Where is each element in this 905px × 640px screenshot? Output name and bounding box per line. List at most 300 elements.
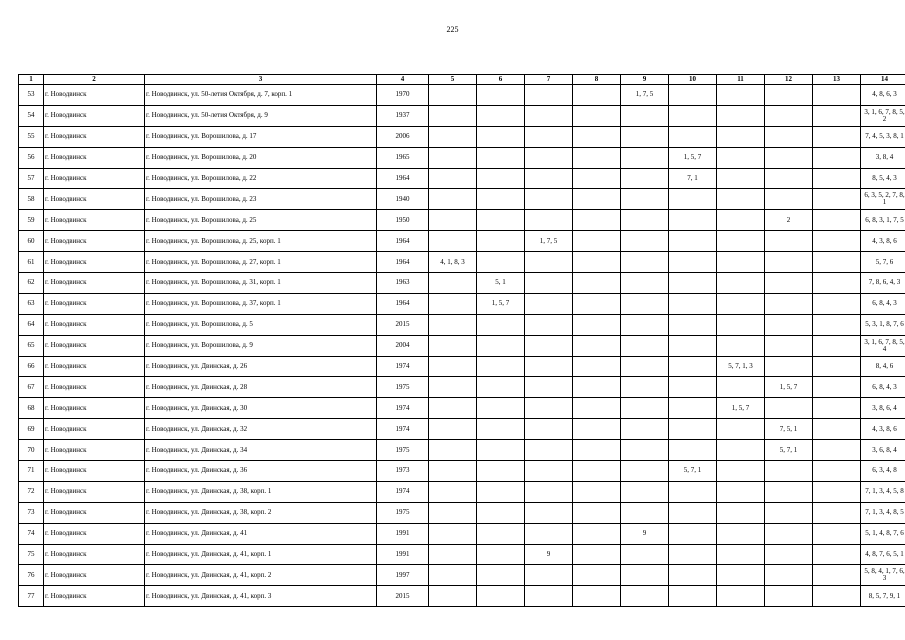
col13-cell xyxy=(813,440,861,461)
col8-cell xyxy=(573,544,621,565)
col13-cell xyxy=(813,377,861,398)
col5-cell xyxy=(429,293,477,314)
col8-cell xyxy=(573,126,621,147)
col7-cell xyxy=(525,335,573,356)
column-header: 6 xyxy=(477,75,525,85)
column-header: 14 xyxy=(861,75,905,85)
col10-cell xyxy=(669,314,717,335)
col9-cell xyxy=(621,126,669,147)
address-cell: г. Новодвинск, ул. Двинская, д. 41, корп. 3 xyxy=(145,586,377,607)
city-cell: г. Новодвинск xyxy=(44,502,145,523)
col7-cell xyxy=(525,273,573,294)
col8-cell xyxy=(573,377,621,398)
row-number-cell: 74 xyxy=(19,523,44,544)
row-number-cell: 67 xyxy=(19,377,44,398)
city-cell: г. Новодвинск xyxy=(44,252,145,273)
col14-cell: 5, 1, 4, 8, 7, 6 xyxy=(861,523,905,544)
col5-cell xyxy=(429,105,477,126)
col14-cell: 3, 8, 6, 4 xyxy=(861,398,905,419)
col6-cell xyxy=(477,377,525,398)
col14-cell: 4, 8, 6, 3 xyxy=(861,85,905,106)
col12-cell xyxy=(765,586,813,607)
col11-cell: 5, 7, 1, 3 xyxy=(717,356,765,377)
year-cell: 1937 xyxy=(377,105,429,126)
col13-cell xyxy=(813,335,861,356)
col9-cell xyxy=(621,377,669,398)
col7-cell xyxy=(525,440,573,461)
col12-cell: 5, 7, 1 xyxy=(765,440,813,461)
city-cell: г. Новодвинск xyxy=(44,293,145,314)
col14-cell: 3, 1, 6, 7, 8, 5, 4 xyxy=(861,335,905,356)
col10-cell xyxy=(669,85,717,106)
col9-cell xyxy=(621,481,669,502)
column-header: 3 xyxy=(145,75,377,85)
row-number-cell: 54 xyxy=(19,105,44,126)
col13-cell xyxy=(813,481,861,502)
col10-cell xyxy=(669,231,717,252)
col13-cell xyxy=(813,252,861,273)
city-cell: г. Новодвинск xyxy=(44,273,145,294)
year-cell: 1973 xyxy=(377,461,429,482)
col12-cell xyxy=(765,565,813,586)
col7-cell xyxy=(525,210,573,231)
col12-cell xyxy=(765,356,813,377)
col9-cell xyxy=(621,440,669,461)
col13-cell xyxy=(813,419,861,440)
col10-cell xyxy=(669,252,717,273)
col11-cell xyxy=(717,85,765,106)
year-cell: 1970 xyxy=(377,85,429,106)
table-row xyxy=(19,210,905,231)
col9-cell xyxy=(621,293,669,314)
col9-cell xyxy=(621,544,669,565)
city-cell: г. Новодвинск xyxy=(44,419,145,440)
col14-cell: 5, 3, 1, 8, 7, 6 xyxy=(861,314,905,335)
year-cell: 1974 xyxy=(377,419,429,440)
col13-cell xyxy=(813,168,861,189)
col5-cell xyxy=(429,398,477,419)
col5-cell xyxy=(429,586,477,607)
col10-cell xyxy=(669,189,717,210)
city-cell: г. Новодвинск xyxy=(44,440,145,461)
year-cell: 1974 xyxy=(377,356,429,377)
col11-cell xyxy=(717,231,765,252)
col13-cell xyxy=(813,398,861,419)
col6-cell xyxy=(477,502,525,523)
column-header: 7 xyxy=(525,75,573,85)
col13-cell xyxy=(813,586,861,607)
table-row xyxy=(19,377,905,398)
table-row xyxy=(19,147,905,168)
city-cell: г. Новодвинск xyxy=(44,189,145,210)
address-cell: г. Новодвинск, ул. Двинская, д. 28 xyxy=(145,377,377,398)
col9-cell xyxy=(621,273,669,294)
row-number-cell: 57 xyxy=(19,168,44,189)
col6-cell xyxy=(477,335,525,356)
col12-cell xyxy=(765,481,813,502)
col8-cell xyxy=(573,523,621,544)
col12-cell xyxy=(765,523,813,544)
col6-cell xyxy=(477,523,525,544)
col14-cell: 6, 8, 4, 3 xyxy=(861,377,905,398)
col6-cell xyxy=(477,440,525,461)
table-row xyxy=(19,293,905,314)
city-cell: г. Новодвинск xyxy=(44,314,145,335)
col8-cell xyxy=(573,189,621,210)
col14-cell: 5, 8, 4, 1, 7, 6, 3 xyxy=(861,565,905,586)
col10-cell xyxy=(669,544,717,565)
col14-cell: 3, 1, 6, 7, 8, 5, 2 xyxy=(861,105,905,126)
col11-cell xyxy=(717,544,765,565)
col11-cell xyxy=(717,335,765,356)
col13-cell xyxy=(813,314,861,335)
col13-cell xyxy=(813,85,861,106)
col10-cell xyxy=(669,565,717,586)
col6-cell xyxy=(477,210,525,231)
col10-cell xyxy=(669,335,717,356)
column-header: 5 xyxy=(429,75,477,85)
table-row xyxy=(19,440,905,461)
col6-cell xyxy=(477,231,525,252)
col10-cell: 5, 7, 1 xyxy=(669,461,717,482)
col13-cell xyxy=(813,126,861,147)
col11-cell xyxy=(717,481,765,502)
year-cell: 1997 xyxy=(377,565,429,586)
table-row xyxy=(19,461,905,482)
col7-cell xyxy=(525,502,573,523)
col7-cell xyxy=(525,565,573,586)
year-cell: 1975 xyxy=(377,440,429,461)
col8-cell xyxy=(573,85,621,106)
col11-cell xyxy=(717,147,765,168)
address-cell: г. Новодвинск, ул. Двинская, д. 41 xyxy=(145,523,377,544)
address-cell: г. Новодвинск, ул. Ворошилова, д. 25 xyxy=(145,210,377,231)
address-cell: г. Новодвинск, ул. Двинская, д. 26 xyxy=(145,356,377,377)
col11-cell xyxy=(717,210,765,231)
col6-cell xyxy=(477,189,525,210)
year-cell: 1975 xyxy=(377,377,429,398)
col8-cell xyxy=(573,252,621,273)
row-number-cell: 58 xyxy=(19,189,44,210)
address-cell: г. Новодвинск, ул. Двинская, д. 34 xyxy=(145,440,377,461)
year-cell: 1965 xyxy=(377,147,429,168)
address-cell: г. Новодвинск, ул. Ворошилова, д. 31, корп. 1 xyxy=(145,273,377,294)
year-cell: 1964 xyxy=(377,293,429,314)
city-cell: г. Новодвинск xyxy=(44,231,145,252)
col5-cell xyxy=(429,231,477,252)
col9-cell xyxy=(621,586,669,607)
col6-cell: 5, 1 xyxy=(477,273,525,294)
row-number-cell: 62 xyxy=(19,273,44,294)
col10-cell xyxy=(669,126,717,147)
address-cell: г. Новодвинск, ул. Двинская, д. 32 xyxy=(145,419,377,440)
col12-cell xyxy=(765,168,813,189)
col14-cell: 7, 4, 5, 3, 8, 1 xyxy=(861,126,905,147)
table-row xyxy=(19,419,905,440)
city-cell: г. Новодвинск xyxy=(44,147,145,168)
col9-cell: 9 xyxy=(621,523,669,544)
col12-cell xyxy=(765,273,813,294)
col7-cell: 9 xyxy=(525,544,573,565)
col9-cell xyxy=(621,252,669,273)
col5-cell xyxy=(429,210,477,231)
address-cell: г. Новодвинск, ул. Ворошилова, д. 17 xyxy=(145,126,377,147)
row-number-cell: 76 xyxy=(19,565,44,586)
year-cell: 2006 xyxy=(377,126,429,147)
col12-cell xyxy=(765,544,813,565)
col14-cell: 6, 3, 5, 2, 7, 8, 1 xyxy=(861,189,905,210)
col14-cell: 3, 8, 4 xyxy=(861,147,905,168)
year-cell: 1964 xyxy=(377,231,429,252)
col9-cell xyxy=(621,335,669,356)
col12-cell xyxy=(765,105,813,126)
city-cell: г. Новодвинск xyxy=(44,586,145,607)
year-cell: 2015 xyxy=(377,314,429,335)
col11-cell xyxy=(717,314,765,335)
col10-cell xyxy=(669,356,717,377)
col12-cell xyxy=(765,461,813,482)
col14-cell: 7, 8, 6, 4, 3 xyxy=(861,273,905,294)
col7-cell xyxy=(525,147,573,168)
col13-cell xyxy=(813,147,861,168)
col12-cell: 2 xyxy=(765,210,813,231)
table-body xyxy=(19,85,905,607)
col10-cell xyxy=(669,586,717,607)
col13-cell xyxy=(813,231,861,252)
header-row xyxy=(19,75,905,85)
table-row xyxy=(19,273,905,294)
col10-cell xyxy=(669,481,717,502)
col6-cell xyxy=(477,419,525,440)
col12-cell xyxy=(765,231,813,252)
col13-cell xyxy=(813,461,861,482)
row-number-cell: 60 xyxy=(19,231,44,252)
col9-cell xyxy=(621,398,669,419)
col10-cell xyxy=(669,273,717,294)
col7-cell xyxy=(525,481,573,502)
address-cell: г. Новодвинск, ул. Ворошилова, д. 37, корп. 1 xyxy=(145,293,377,314)
year-cell: 2015 xyxy=(377,586,429,607)
col11-cell xyxy=(717,377,765,398)
row-number-cell: 63 xyxy=(19,293,44,314)
col5-cell xyxy=(429,461,477,482)
city-cell: г. Новодвинск xyxy=(44,168,145,189)
column-header: 10 xyxy=(669,75,717,85)
address-cell: г. Новодвинск, ул. 50-летия Октября, д. 9 xyxy=(145,105,377,126)
col6-cell xyxy=(477,147,525,168)
col9-cell xyxy=(621,210,669,231)
col13-cell xyxy=(813,189,861,210)
col9-cell xyxy=(621,314,669,335)
col6-cell xyxy=(477,252,525,273)
row-number-cell: 70 xyxy=(19,440,44,461)
year-cell: 1940 xyxy=(377,189,429,210)
table-row xyxy=(19,126,905,147)
col12-cell: 1, 5, 7 xyxy=(765,377,813,398)
col6-cell xyxy=(477,168,525,189)
table-row xyxy=(19,356,905,377)
col8-cell xyxy=(573,586,621,607)
col6-cell xyxy=(477,586,525,607)
col5-cell xyxy=(429,273,477,294)
col11-cell xyxy=(717,105,765,126)
col5-cell xyxy=(429,335,477,356)
col13-cell xyxy=(813,293,861,314)
row-number-cell: 59 xyxy=(19,210,44,231)
col7-cell xyxy=(525,252,573,273)
col7-cell xyxy=(525,419,573,440)
col14-cell: 6, 8, 4, 3 xyxy=(861,293,905,314)
col6-cell xyxy=(477,85,525,106)
city-cell: г. Новодвинск xyxy=(44,398,145,419)
col8-cell xyxy=(573,335,621,356)
city-cell: г. Новодвинск xyxy=(44,210,145,231)
col11-cell xyxy=(717,189,765,210)
col7-cell xyxy=(525,293,573,314)
col7-cell xyxy=(525,126,573,147)
row-number-cell: 64 xyxy=(19,314,44,335)
column-header: 12 xyxy=(765,75,813,85)
table-row xyxy=(19,335,905,356)
col12-cell xyxy=(765,85,813,106)
col7-cell xyxy=(525,586,573,607)
col7-cell xyxy=(525,398,573,419)
col13-cell xyxy=(813,273,861,294)
col10-cell xyxy=(669,440,717,461)
year-cell: 2004 xyxy=(377,335,429,356)
col5-cell xyxy=(429,523,477,544)
col9-cell xyxy=(621,168,669,189)
address-cell: г. Новодвинск, ул. Ворошилова, д. 20 xyxy=(145,147,377,168)
year-cell: 1964 xyxy=(377,168,429,189)
year-cell: 1975 xyxy=(377,502,429,523)
col14-cell: 8, 4, 6 xyxy=(861,356,905,377)
col14-cell: 8, 5, 7, 9, 1 xyxy=(861,586,905,607)
col5-cell xyxy=(429,481,477,502)
col13-cell xyxy=(813,502,861,523)
column-header: 8 xyxy=(573,75,621,85)
column-header: 11 xyxy=(717,75,765,85)
row-number-cell: 61 xyxy=(19,252,44,273)
col14-cell: 6, 3, 4, 8 xyxy=(861,461,905,482)
col8-cell xyxy=(573,419,621,440)
address-cell: г. Новодвинск, ул. Ворошилова, д. 25, корп. 1 xyxy=(145,231,377,252)
col8-cell xyxy=(573,398,621,419)
row-number-cell: 72 xyxy=(19,481,44,502)
col5-cell xyxy=(429,419,477,440)
table-row xyxy=(19,189,905,210)
col5-cell xyxy=(429,502,477,523)
city-cell: г. Новодвинск xyxy=(44,377,145,398)
row-number-cell: 77 xyxy=(19,586,44,607)
col8-cell xyxy=(573,273,621,294)
col11-cell xyxy=(717,440,765,461)
col10-cell xyxy=(669,502,717,523)
row-number-cell: 56 xyxy=(19,147,44,168)
col9-cell: 1, 7, 5 xyxy=(621,85,669,106)
table-row xyxy=(19,544,905,565)
col7-cell xyxy=(525,314,573,335)
col6-cell: 1, 5, 7 xyxy=(477,293,525,314)
col11-cell xyxy=(717,293,765,314)
city-cell: г. Новодвинск xyxy=(44,565,145,586)
col11-cell xyxy=(717,126,765,147)
col14-cell: 7, 1, 3, 4, 5, 8 xyxy=(861,481,905,502)
col8-cell xyxy=(573,461,621,482)
data-table xyxy=(18,74,905,607)
col12-cell xyxy=(765,398,813,419)
col12-cell xyxy=(765,252,813,273)
col6-cell xyxy=(477,398,525,419)
col5-cell: 4, 1, 8, 3 xyxy=(429,252,477,273)
address-cell: г. Новодвинск, ул. Ворошилова, д. 23 xyxy=(145,189,377,210)
col5-cell xyxy=(429,440,477,461)
col11-cell: 1, 5, 7 xyxy=(717,398,765,419)
column-header: 4 xyxy=(377,75,429,85)
col6-cell xyxy=(477,481,525,502)
col10-cell xyxy=(669,210,717,231)
col12-cell xyxy=(765,335,813,356)
col8-cell xyxy=(573,293,621,314)
table-row xyxy=(19,523,905,544)
col7-cell xyxy=(525,85,573,106)
col9-cell xyxy=(621,356,669,377)
table-row xyxy=(19,502,905,523)
row-number-cell: 65 xyxy=(19,335,44,356)
col9-cell xyxy=(621,189,669,210)
col11-cell xyxy=(717,273,765,294)
table-row xyxy=(19,314,905,335)
row-number-cell: 69 xyxy=(19,419,44,440)
address-cell: г. Новодвинск, ул. Ворошилова, д. 27, корп. 1 xyxy=(145,252,377,273)
col7-cell xyxy=(525,168,573,189)
col9-cell xyxy=(621,502,669,523)
col14-cell: 4, 3, 8, 6 xyxy=(861,419,905,440)
table-row xyxy=(19,398,905,419)
city-cell: г. Новодвинск xyxy=(44,481,145,502)
col14-cell: 4, 3, 8, 6 xyxy=(861,231,905,252)
col5-cell xyxy=(429,126,477,147)
col5-cell xyxy=(429,377,477,398)
col6-cell xyxy=(477,126,525,147)
row-number-cell: 73 xyxy=(19,502,44,523)
col12-cell xyxy=(765,293,813,314)
table-row xyxy=(19,105,905,126)
col8-cell xyxy=(573,210,621,231)
col13-cell xyxy=(813,210,861,231)
row-number-cell: 68 xyxy=(19,398,44,419)
table-row xyxy=(19,252,905,273)
col6-cell xyxy=(477,461,525,482)
col14-cell: 6, 8, 3, 1, 7, 5 xyxy=(861,210,905,231)
col5-cell xyxy=(429,189,477,210)
col12-cell xyxy=(765,502,813,523)
address-cell: г. Новодвинск, ул. Ворошилова, д. 5 xyxy=(145,314,377,335)
col7-cell xyxy=(525,356,573,377)
col10-cell xyxy=(669,377,717,398)
col9-cell xyxy=(621,419,669,440)
col8-cell xyxy=(573,481,621,502)
year-cell: 1964 xyxy=(377,252,429,273)
col9-cell xyxy=(621,461,669,482)
row-number-cell: 55 xyxy=(19,126,44,147)
year-cell: 1991 xyxy=(377,544,429,565)
col11-cell xyxy=(717,586,765,607)
col8-cell xyxy=(573,168,621,189)
address-cell: г. Новодвинск, ул. Двинская, д. 38, корп. 2 xyxy=(145,502,377,523)
address-cell: г. Новодвинск, ул. Двинская, д. 41, корп. 1 xyxy=(145,544,377,565)
table-row xyxy=(19,565,905,586)
